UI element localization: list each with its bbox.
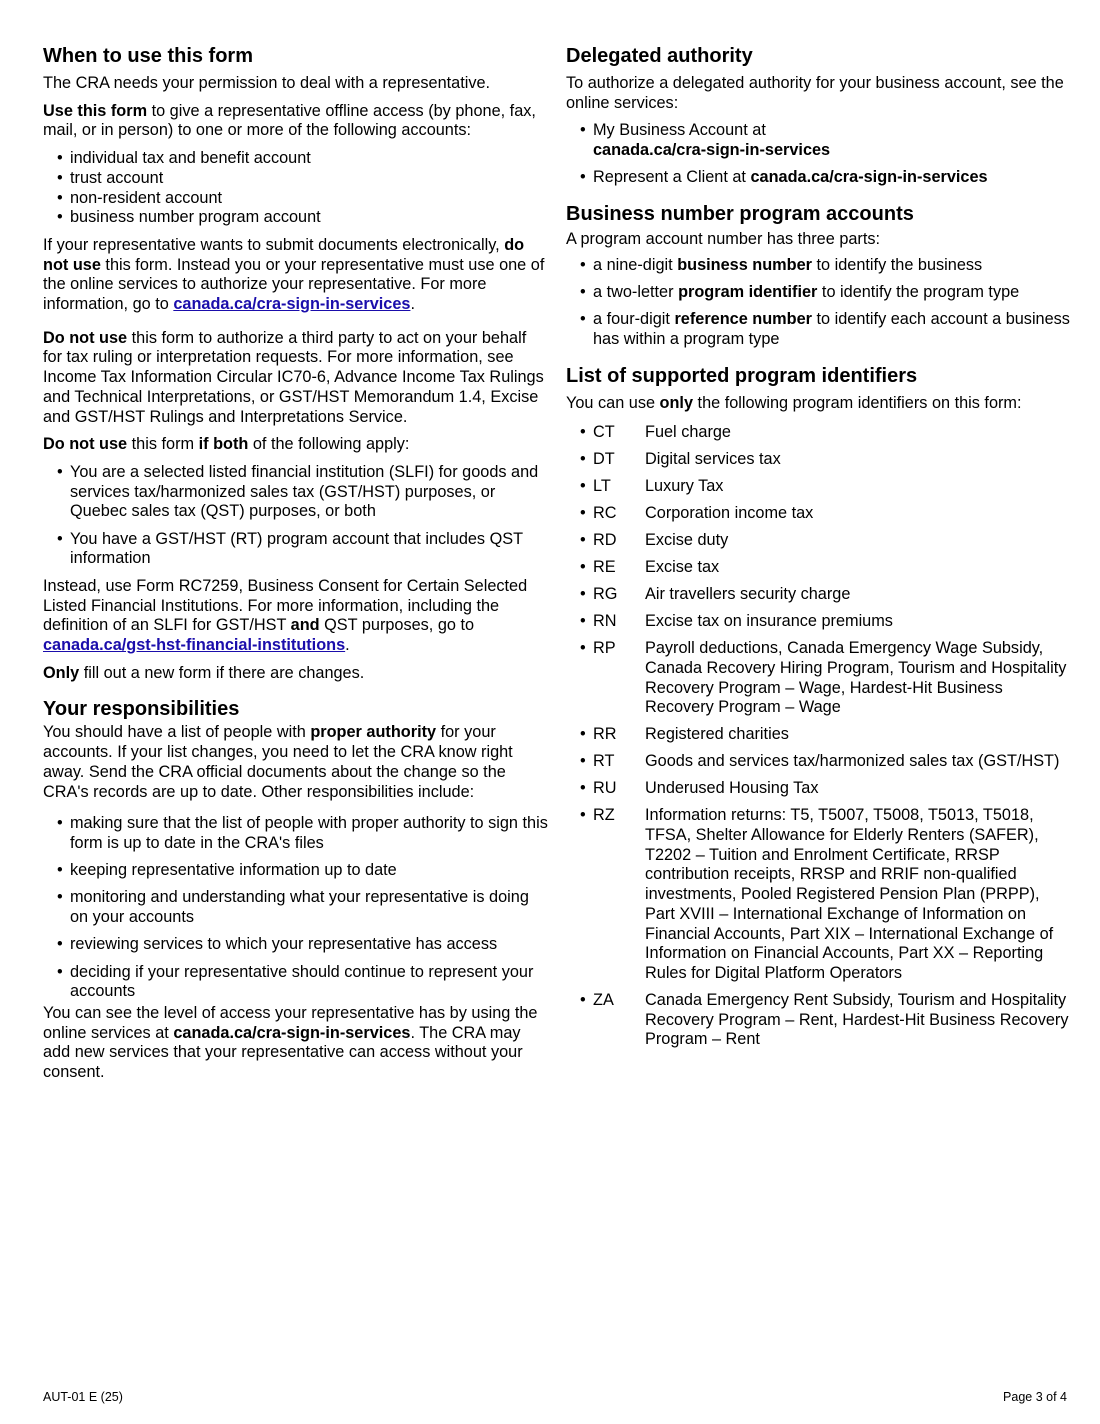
- program-item: [566, 752, 1071, 772]
- list-item: • Represent a Client at canada.ca/cra-sign-in-services: [566, 168, 1071, 188]
- bn-parts-list: [566, 256, 1071, 350]
- list-item: • reviewing services to which your representative has access: [43, 935, 548, 955]
- program-desc: Excise tax: [645, 558, 720, 577]
- list-item: • business number program account: [43, 208, 548, 228]
- delegated-list: [566, 121, 1071, 188]
- bn-p1: A program account number has three parts:: [566, 230, 881, 249]
- list-item: • making sure that the list of people with proper authority to sign this form is up to date in the CRA's files: [43, 814, 548, 853]
- when-p2: Use this form to give a representative offline access (by phone, fax, mail, or in person) to one or more of the following accounts:: [43, 101, 536, 140]
- program-item: [566, 423, 1071, 443]
- program-desc: Air travellers security charge: [645, 585, 851, 604]
- list-item: • My Business Account at canada.ca/cra-sign-in-services: [566, 121, 1071, 160]
- program-item: [566, 991, 1071, 1050]
- list-item: • a nine-digit business number to identify the business: [566, 256, 1071, 276]
- delegated-p1: To authorize a delegated authority for your business account, see the online services:: [566, 74, 1064, 112]
- program-desc: Luxury Tax: [645, 477, 724, 496]
- program-item: [566, 612, 1071, 632]
- program-code: • DT: [593, 450, 615, 469]
- responsibilities-list: [43, 814, 548, 1002]
- business-number-heading: Business number program accounts: [566, 203, 914, 226]
- program-desc: Fuel charge: [645, 423, 731, 442]
- delegated-authority-heading: Delegated authority: [566, 45, 753, 67]
- program-desc: Corporation income tax: [645, 504, 814, 523]
- program-item: [566, 531, 1071, 551]
- program-code: • RZ: [593, 806, 615, 825]
- list-item: • a four-digit reference number to identify each account a business has within a program type: [566, 310, 1071, 349]
- program-code: • ZA: [593, 990, 614, 1009]
- program-item: [566, 504, 1071, 524]
- program-desc: Information returns: T5, T5007, T5008, T5013, T5018, TFSA, Shelter Allowance for Elderly Renters (SAFER), T2202 – Tuition and Enrolment Certificate, RRSP contribution receipts, RRSP and RRIF non-qualified investments, Pooled Registered Pension Plan (PRPP), Part XVIII – International Exchange of Information on Financial Accounts, Part XIX – International Exchange of Information on Financial Accounts, Part XX – Reporting Rules for Digital Platform Operators: [645, 806, 1054, 982]
- program-code: • CT: [593, 423, 615, 442]
- program-desc: Registered charities: [645, 725, 789, 744]
- program-desc: Goods and services tax/harmonized sales tax (GST/HST): [645, 752, 1060, 771]
- program-item: [566, 806, 1071, 983]
- responsibilities-section: [43, 697, 548, 1082]
- gst-hst-fi-link[interactable]: canada.ca/gst-hst-financial-institutions: [43, 636, 346, 655]
- program-identifiers-heading: List of supported program identifiers: [566, 364, 918, 387]
- business-number-section: [566, 202, 1071, 350]
- list-item: • a two-letter program identifier to identify the program type: [566, 283, 1071, 303]
- program-identifiers-list: [566, 423, 1071, 1050]
- resp-p1: You should have a list of people with proper authority for your accounts. If your list changes, you need to let the CRA know right away. Send the CRA official documents about the change so the CRA's records are up to date. Other responsibilities include:: [43, 723, 513, 801]
- list-item: • deciding if your representative should continue to represent your accounts: [43, 963, 548, 1002]
- form-identifier: AUT-01 E (25): [43, 1390, 123, 1404]
- program-item: [566, 477, 1071, 497]
- cra-sign-in-link[interactable]: canada.ca/cra-sign-in-services: [173, 295, 411, 314]
- list-item: • trust account: [43, 169, 548, 189]
- resp-p2: You can see the level of access your representative has by using the online services at canada.ca/cra-sign-in-services. The CRA may add new services that your representative can access without your consent.: [43, 1003, 538, 1082]
- when-p4: Do not use this form to authorize a third party to act on your behalf for tax ruling or interpretation requests. For more information, see Income Tax Information Circular IC70-6, Advance Income Tax Rulings and Technical Interpretations, or GST/HST Memorandum 1.4, Excise and GST/HST Rulings and Interpretations Service.: [43, 328, 544, 426]
- program-item: [566, 558, 1071, 578]
- program-item: [566, 450, 1071, 470]
- program-item: [566, 585, 1071, 605]
- program-code: • RP: [593, 639, 616, 658]
- list-item: • You are a selected listed financial institution (SLFI) for goods and services tax/harmonized sales tax (GST/HST) purposes, or Quebec sales tax (QST) purposes, or both: [43, 463, 548, 522]
- program-desc: Excise tax on insurance premiums: [645, 612, 893, 631]
- when-p7: Only fill out a new form if there are changes.: [43, 663, 365, 682]
- program-desc: Underused Housing Tax: [645, 779, 819, 798]
- program-code: • RE: [593, 558, 616, 577]
- list-item: • non-resident account: [43, 189, 548, 209]
- when-to-use-heading: When to use this form: [43, 45, 253, 67]
- page-number: Page 3 of 4: [1003, 1390, 1067, 1404]
- responsibilities-heading: Your responsibilities: [43, 698, 240, 721]
- program-item: [566, 779, 1071, 799]
- list-item: • You have a GST/HST (RT) program account that includes QST information: [43, 530, 548, 569]
- program-desc: Payroll deductions, Canada Emergency Wage Subsidy, Canada Recovery Hiring Program, Tourism and Hospitality Recovery Program – Wage, Hardest-Hit Business Recovery Program – Wage: [645, 639, 1067, 717]
- left-column: [43, 44, 548, 1097]
- program-code: • RT: [593, 752, 615, 771]
- when-p3: If your representative wants to submit documents electronically, do not use this form. Instead you or your representative must use one of the online services to authorize your representative. For more information, go to canada.ca/cra-sign-in-services.: [43, 235, 545, 314]
- program-desc: Digital services tax: [645, 450, 781, 469]
- program-item: [566, 639, 1071, 718]
- delegated-authority-section: [566, 44, 1071, 188]
- program-code: • LT: [593, 477, 611, 496]
- program-code: • RG: [593, 585, 618, 604]
- conditions-list: [43, 463, 548, 569]
- program-code: • RR: [593, 725, 617, 744]
- right-column: [566, 44, 1071, 1064]
- program-identifiers-section: [566, 364, 1071, 1051]
- program-code: • RD: [593, 531, 617, 550]
- program-code: • RN: [593, 612, 617, 631]
- accounts-list: [43, 149, 548, 228]
- when-p5: Do not use this form if both of the following apply:: [43, 435, 410, 454]
- when-p6: Instead, use Form RC7259, Business Consent for Certain Selected Listed Financial Institutions. For more information, including the definition of an SLFI for GST/HST and QST purposes, go to canada.ca/gst-hst-financial-institutions.: [43, 576, 528, 655]
- program-desc: Excise duty: [645, 531, 729, 550]
- program-code: • RU: [593, 779, 617, 798]
- list-p1: You can use only the following program identifiers on this form:: [566, 393, 1022, 412]
- when-to-use-section: [43, 44, 548, 683]
- list-item: • keeping representative information up to date: [43, 861, 548, 881]
- list-item: • individual tax and benefit account: [43, 149, 548, 169]
- program-item: [566, 725, 1071, 745]
- when-p1: The CRA needs your permission to deal with a representative.: [43, 74, 491, 92]
- list-item: • monitoring and understanding what your representative is doing on your accounts: [43, 888, 548, 927]
- program-desc: Canada Emergency Rent Subsidy, Tourism and Hospitality Recovery Program – Rent, Hardest-Hit Business Recovery Program – Rent: [645, 990, 1069, 1049]
- program-code: • RC: [593, 504, 617, 523]
